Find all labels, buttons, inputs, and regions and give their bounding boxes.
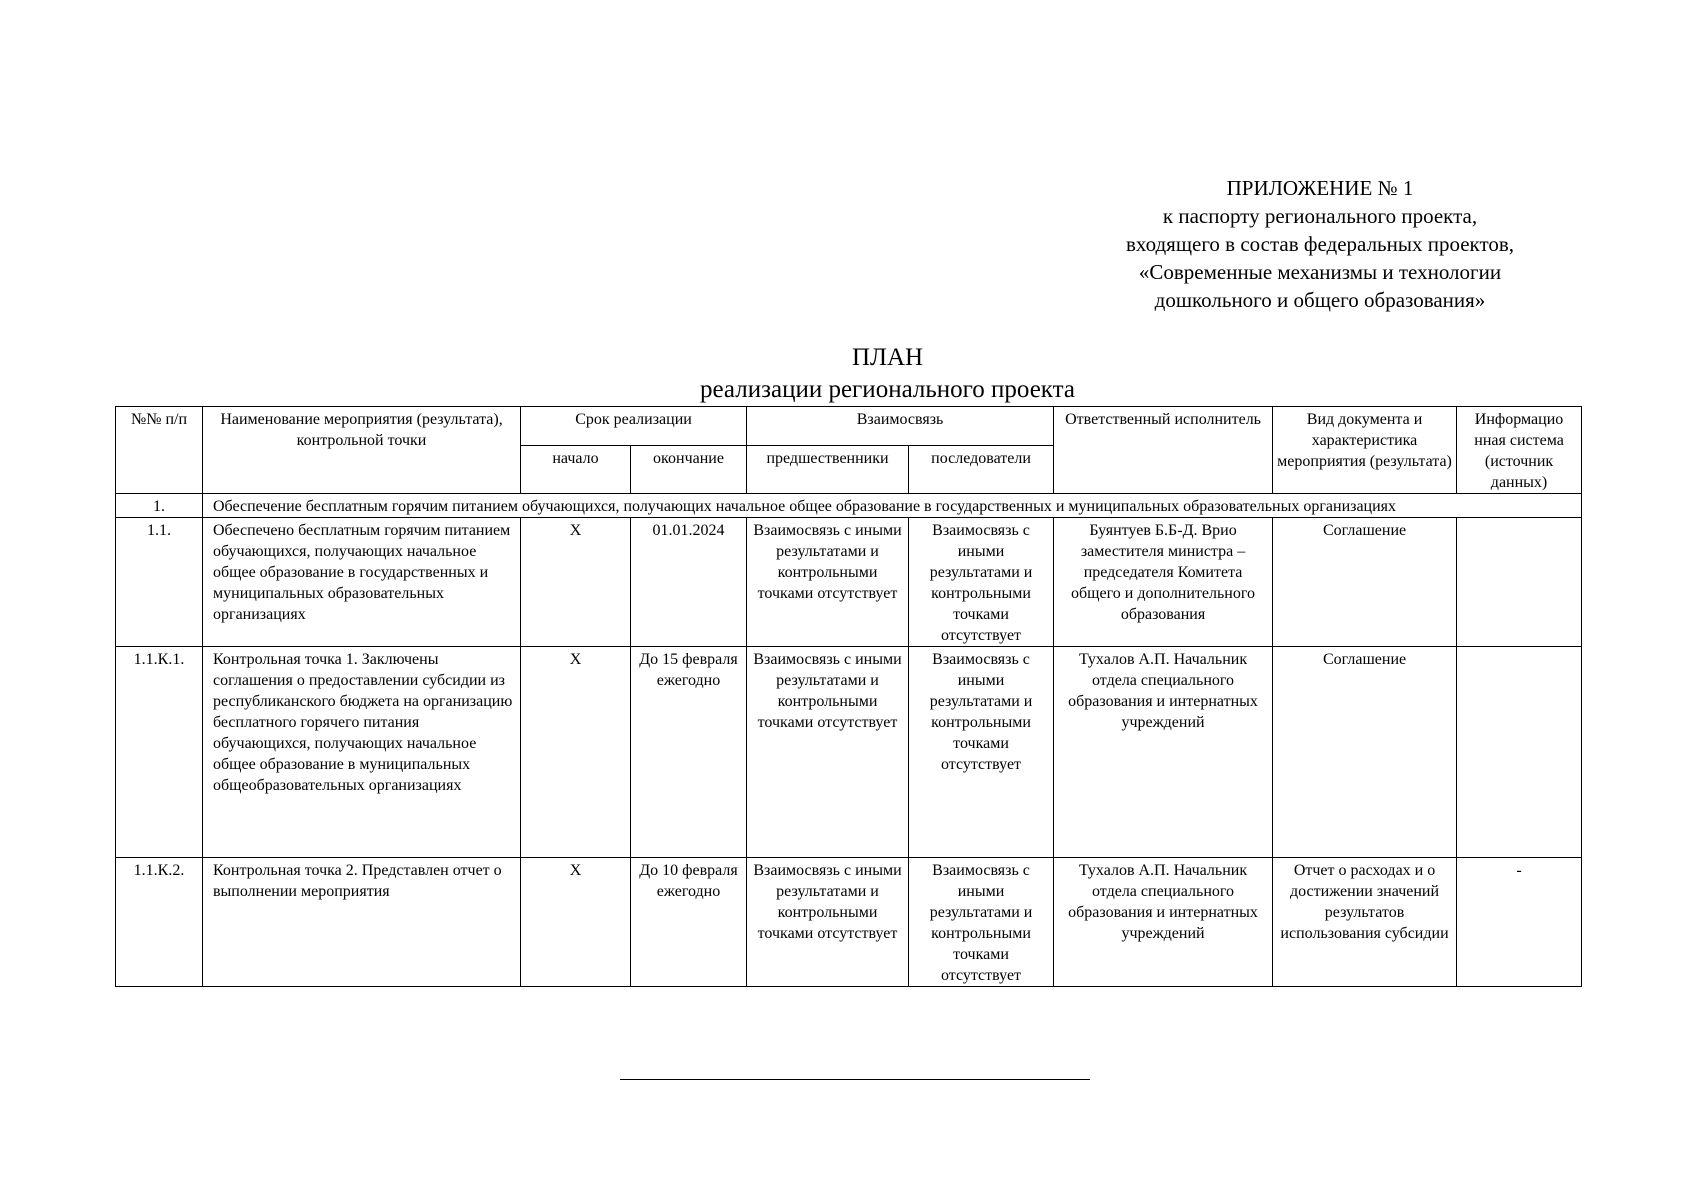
- appendix-line: входящего в состав федеральных проектов,: [1125, 232, 1515, 256]
- row-num: 1.1.: [116, 518, 203, 647]
- appendix-line: ПРИЛОЖЕНИЕ № 1: [1226, 176, 1414, 200]
- plan-table: [115, 406, 1582, 987]
- header-doc-type: Вид документа и характеристика мероприятия (результата): [1273, 407, 1457, 494]
- row-name: Обеспечено бесплатным горячим питанием обучающихся, получающих начальное общее образование в государственных и муниципальных образовательных организациях: [203, 518, 521, 647]
- table-row: [116, 647, 1582, 858]
- row-num: 1.1.К.2.: [116, 858, 203, 987]
- row-start: Х: [521, 647, 631, 858]
- row-responsible: Тухалов А.П. Начальник отдела специального образования и интернатных учреждений: [1054, 647, 1273, 858]
- title-line-2: реализации регионального проекта: [700, 376, 1075, 403]
- section-title: Обеспечение бесплатным горячим питанием обучающихся, получающих начальное общее образование в государственных и муниципальных образовательных организациях: [203, 494, 1582, 518]
- section-row: [116, 494, 1582, 518]
- row-name: Контрольная точка 2. Представлен отчет о выполнении мероприятия: [203, 858, 521, 987]
- row-next: Взаимосвязь с иными результатами и контрольными точками отсутствует: [909, 858, 1054, 987]
- row-start: Х: [521, 858, 631, 987]
- header-responsible: Ответственный исполнитель: [1054, 407, 1273, 494]
- header-rel-prev: предшественники: [747, 446, 909, 494]
- row-info: [1457, 647, 1582, 858]
- section-num: 1.: [116, 494, 203, 518]
- header-term: Срок реализации: [521, 407, 747, 446]
- row-info: [1457, 518, 1582, 647]
- row-end: До 15 февраля ежегодно: [631, 647, 747, 858]
- row-responsible: Тухалов А.П. Начальник отдела специального образования и интернатных учреждений: [1054, 858, 1273, 987]
- appendix-header: [1080, 174, 1560, 314]
- row-next: Взаимосвязь с иными результатами и контрольными точками отсутствует: [909, 518, 1054, 647]
- row-doc: Отчет о расходах и о достижении значений результатов использования субсидии: [1273, 858, 1457, 987]
- table-row: [116, 858, 1582, 987]
- row-name: Контрольная точка 1. Заключены соглашения о предоставлении субсидии из республиканского бюджета на организацию бесплатного горячего питания обучающихся, получающих начальное общее образование в муниципальных общеобразовательных организациях: [203, 647, 521, 858]
- row-responsible: Буянтуев Б.Б-Д. Врио заместителя министра – председателя Комитета общего и дополнительного образования: [1054, 518, 1273, 647]
- row-end: 01.01.2024: [631, 518, 747, 647]
- header-num: №№ п/п: [116, 407, 203, 494]
- row-doc: Соглашение: [1273, 518, 1457, 647]
- row-next: Взаимосвязь с иными результатами и контрольными точками отсутствует: [909, 647, 1054, 858]
- row-prev: Взаимосвязь с иными результатами и контрольными точками отсутствует: [747, 647, 909, 858]
- row-prev: Взаимосвязь с иными результатами и контрольными точками отсутствует: [747, 858, 909, 987]
- row-doc: Соглашение: [1273, 647, 1457, 858]
- title-line-1: ПЛАН: [851, 344, 924, 371]
- table-row: [116, 518, 1582, 647]
- row-num: 1.1.К.1.: [116, 647, 203, 858]
- row-start: Х: [521, 518, 631, 647]
- appendix-line: дошкольного и общего образования»: [1154, 288, 1486, 312]
- appendix-line: «Современные механизмы и технологии: [1138, 260, 1502, 284]
- row-info: -: [1457, 858, 1582, 987]
- row-prev: Взаимосвязь с иными результатами и контрольными точками отсутствует: [747, 518, 909, 647]
- appendix-line: к паспорту регионального проекта,: [1162, 204, 1478, 228]
- header-rel-next: последователи: [909, 446, 1054, 494]
- row-end: До 10 февраля ежегодно: [631, 858, 747, 987]
- header-relation: Взаимосвязь: [747, 407, 1054, 446]
- header-name: Наименование мероприятия (результата), контрольной точки: [203, 407, 521, 494]
- header-info-system: Информацио нная система (источник данных): [1457, 407, 1582, 494]
- page-title: [0, 342, 1698, 406]
- header-term-end: окончание: [631, 446, 747, 494]
- header-term-start: начало: [521, 446, 631, 494]
- footer-divider: [620, 1079, 1090, 1080]
